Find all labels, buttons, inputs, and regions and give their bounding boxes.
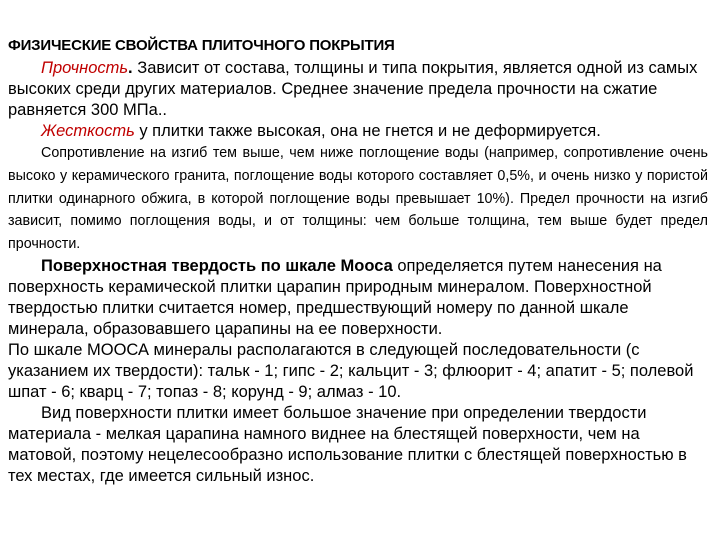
term-strength-dot: . — [128, 59, 133, 77]
paragraph-mohs-scale: По шкале МООСА минералы располагаются в следующей последовательности (с указанием их твердости): тальк - 1; гипс - 2; кальцит - 3; флюорит - 4; апатит - 5; полевой шпат - 6; кварц - 7; топаз - 8; корунд - 9; алмаз - 10. — [8, 340, 694, 401]
term-mohs-hardness: Поверхностная твердость по шкале Мооса — [41, 256, 393, 275]
stiffness-text: у плитки также высокая, она не гнется и не деформируется. — [134, 122, 601, 140]
paragraph-strength — [8, 58, 708, 121]
mohs-hardness-text: определяется путем нанесения на поверхность керамической плитки царапин природным минералом. Поверхностной твердостью плитки считается номер, предшествующий номеру по данной шкале минерала, образовавшего царапины на ее поверхности. — [8, 256, 662, 338]
paragraph-stiffness — [8, 121, 708, 142]
paragraph-mohs-hardness — [8, 256, 708, 340]
slide-content — [8, 36, 708, 487]
term-stiffness: Жесткость — [41, 122, 135, 140]
slide-title: ФИЗИЧЕСКИЕ СВОЙСТВА ПЛИТОЧНОГО ПОКРЫТИЯ — [8, 37, 395, 54]
paragraph-surface-view: Вид поверхности плитки имеет большое значение при определении твердости материала - мелкая царапина намного виднее на блестящей поверхности, чем на матовой, поэтому нецелесообразно использование плитки с блестящей поверхностью в тех местах, где имеется сильный износ. — [8, 403, 687, 485]
paragraph-bending-resistance: Сопротивление на изгиб тем выше, чем ниже поглощение воды (например, сопротивление очень высоко у керамического гранита, поглощение воды которого составляет 0,5%, и очень низко у пористой плитки одинарного обжига, в которой поглощение воды превышает 10%). Предел прочности на изгиб зависит, помимо поглощения воды, и от толщины: чем больше толщина, тем выше будет предел прочности. — [8, 145, 708, 253]
term-strength: Прочность — [41, 59, 129, 77]
strength-text: Зависит от состава, толщины и типа покрытия, является одной из самых высоких среди других материалов. Среднее значение предела прочности на сжатие равняется 300 МПа.. — [8, 59, 698, 119]
